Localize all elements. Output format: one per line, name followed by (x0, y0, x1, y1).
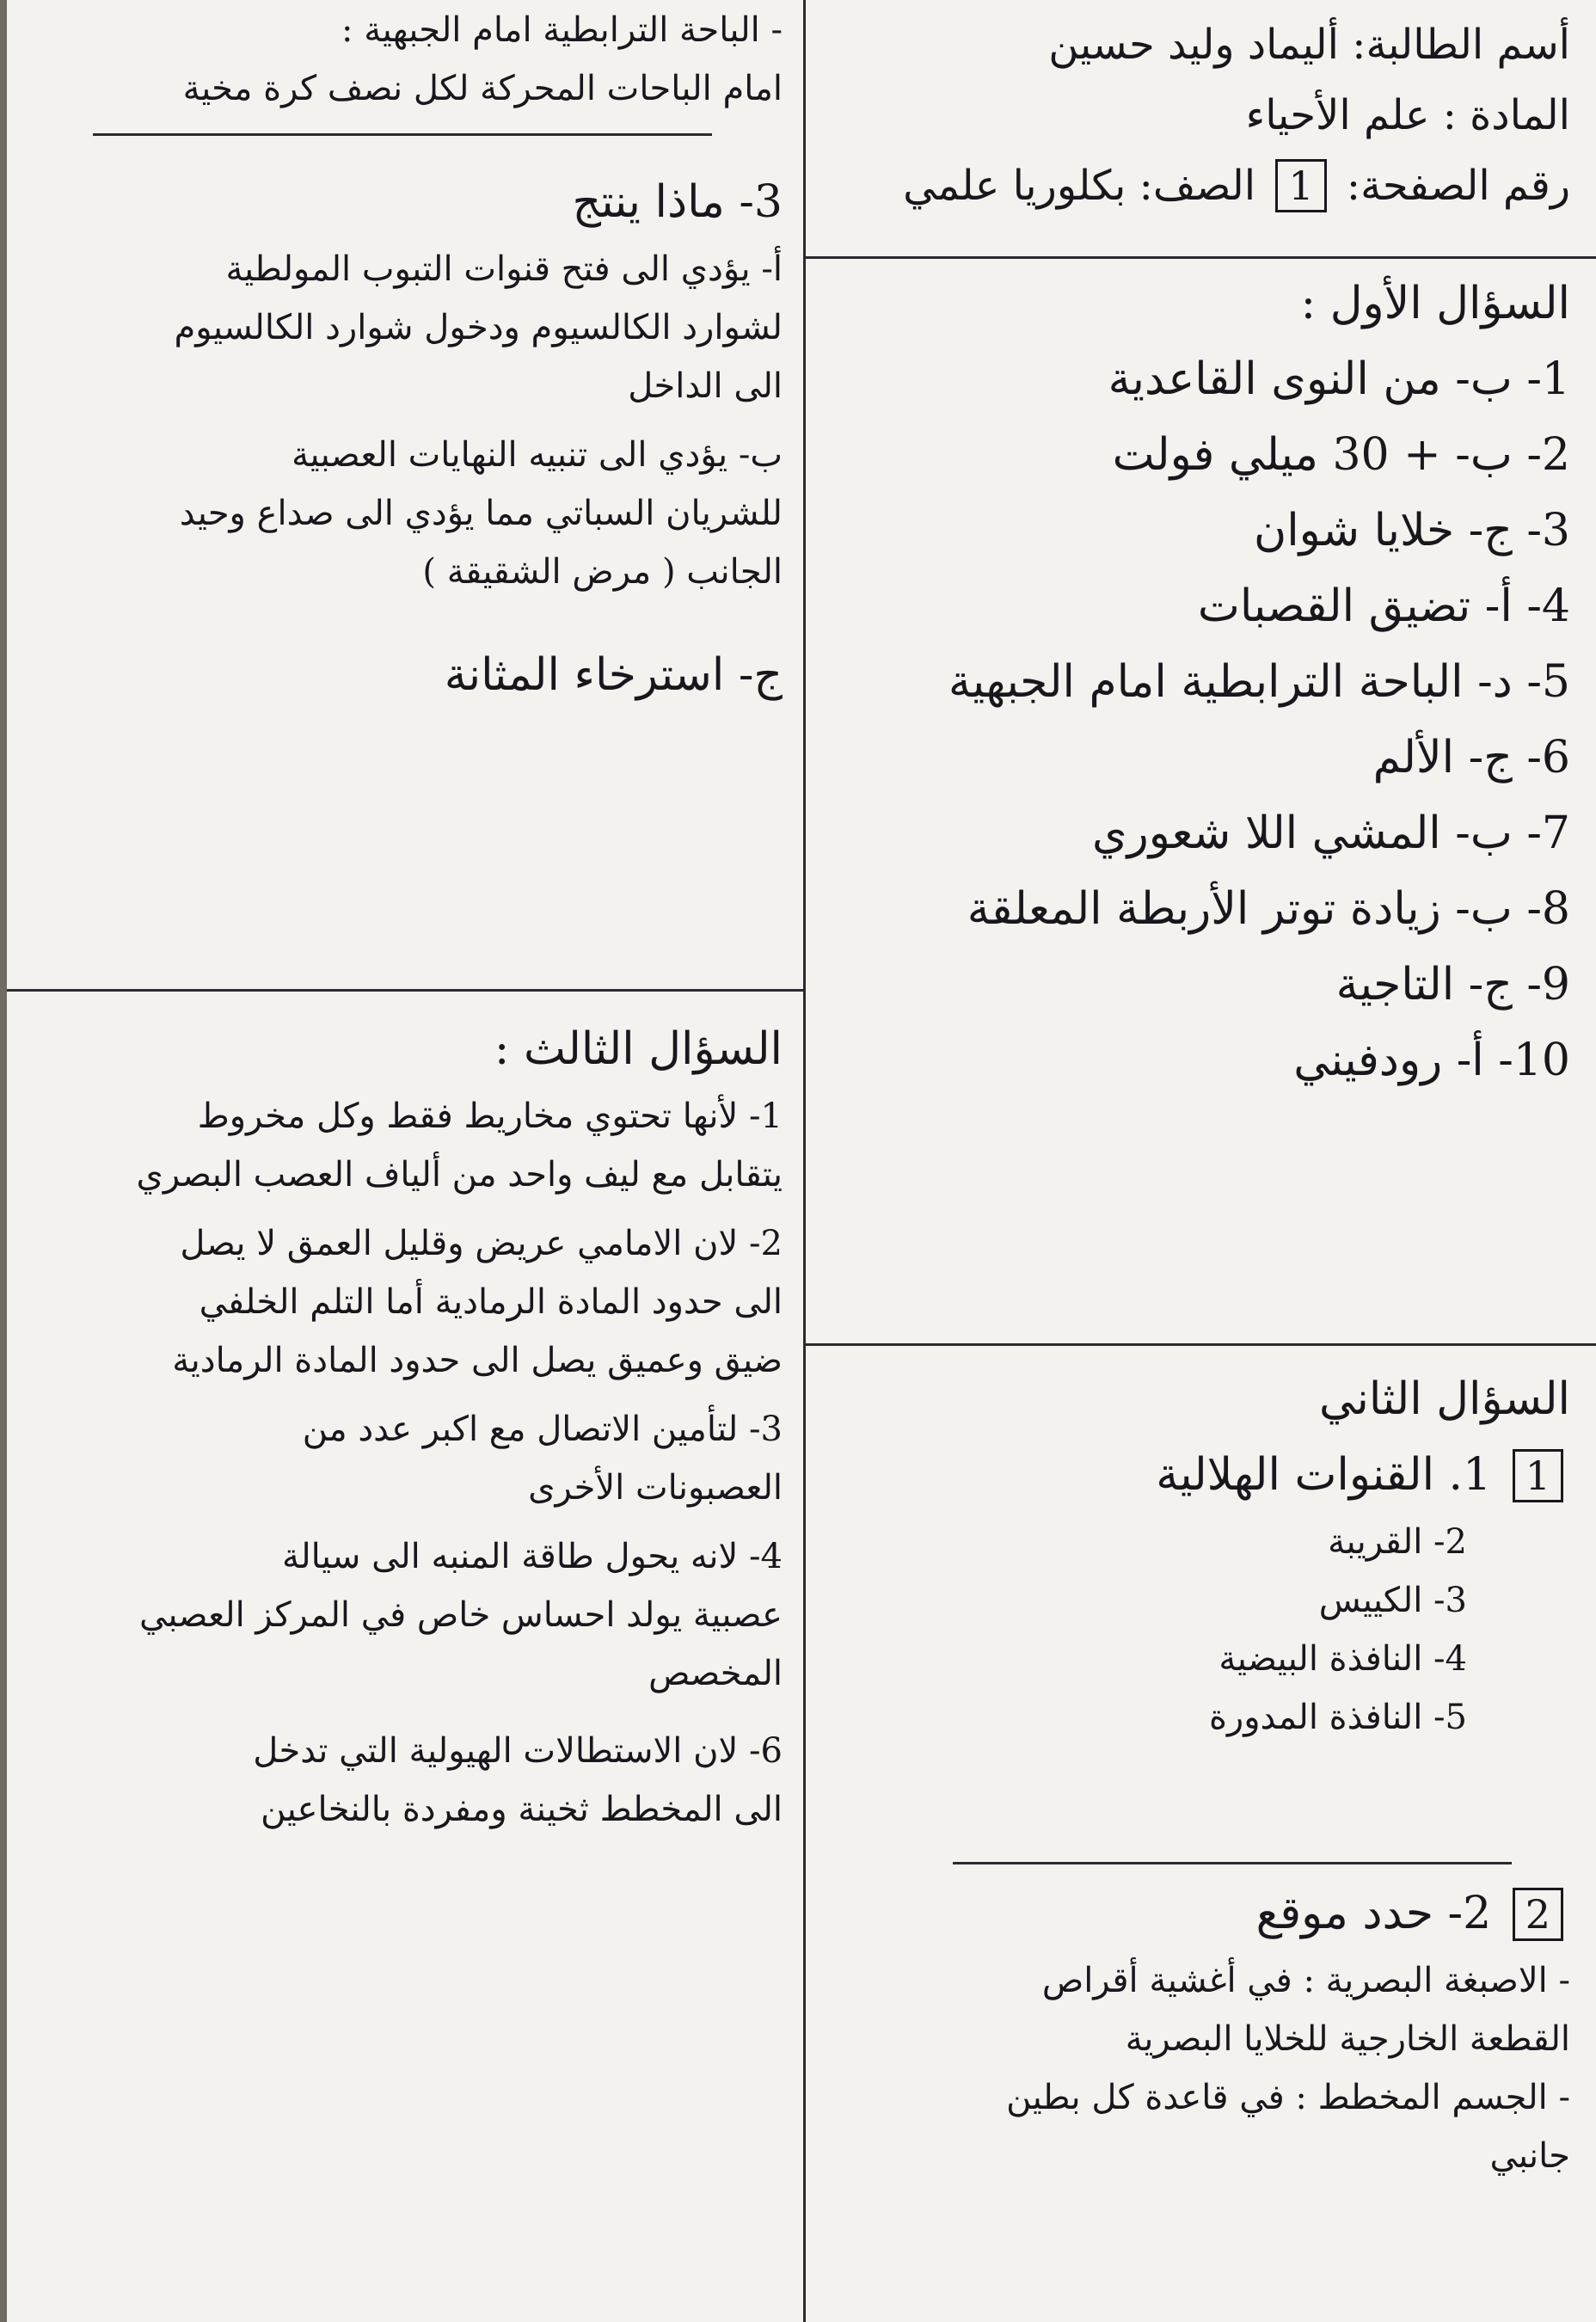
produce-line: الجانب ( مرض الشقيقة ) (422, 552, 783, 592)
left-top-underline (93, 133, 712, 136)
header-separator (806, 256, 1596, 259)
q1-answer: 2- ب- + 30 ميلي فولت (1112, 429, 1570, 481)
q2-part1-first (813, 1445, 1570, 1505)
produce-title: 3- ماذا ينتج (572, 176, 783, 228)
q3-line: 3- لتأمين الاتصال مع اكبر عدد من (302, 1410, 783, 1449)
q2-sub-heading: 2- حدد موقع (1255, 1888, 1492, 1939)
q3-line: المخصص (648, 1654, 783, 1693)
class-value: بكلوريا علمي (903, 162, 1126, 210)
q2-answer: 5- النافذة المدورة (1208, 1698, 1467, 1737)
q2-answer: 3- الكييس (1318, 1581, 1467, 1620)
produce-line: لشوارد الكالسيوم ودخول شوارد الكالسيوم (174, 308, 783, 347)
subject-value: علم الأحياء (1245, 91, 1430, 139)
q2-answer: 4- النافذة البيضية (1218, 1639, 1467, 1679)
q1-answer: 7- ب- المشي اللا شعوري (1091, 808, 1570, 859)
q3-line: عصبية يولد احساس خاص في المركز العصبي (139, 1595, 783, 1635)
q1-answer: 1- ب- من النوى القاعدية (1108, 353, 1570, 405)
q3-line: ضيق وعميق يصل الى حدود المادة الرمادية (172, 1341, 783, 1380)
page-class-line: رقم الصفحة: 1 الصف: بكلوريا علمي (813, 158, 1570, 213)
question-one (813, 273, 1570, 1106)
q3-line: 2- لان الامامي عريض وقليل العمق لا يصل (180, 1224, 783, 1263)
question-two-part2 (813, 1883, 1570, 2193)
q1-answer: 10- أ- رودفيني (1293, 1035, 1570, 1086)
continued-line: - الباحة الترابطية امام الجبهية : (341, 10, 783, 50)
q2-location-line: - الجسم المخطط : في قاعدة كل بطين (1006, 2078, 1570, 2117)
left-top-block (26, 9, 783, 126)
q2-location-line: جانبي (1489, 2136, 1570, 2176)
part-number-box: 2 (1513, 1888, 1563, 1941)
q2-answer: 2- القريبة (1328, 1522, 1467, 1562)
question-one-title: السؤال الأول : (1300, 278, 1570, 329)
q1-answer: 4- أ- تضيق القصبات (1197, 580, 1570, 632)
q3-line: الى حدود المادة الرمادية أما التلم الخلفي (199, 1282, 783, 1322)
q1-answer: 9- ج- التاجية (1335, 959, 1570, 1010)
q1-answer: 8- ب- زيادة توتر الأربطة المعلقة (967, 883, 1570, 935)
question-three-title: السؤال الثالث : (494, 1023, 783, 1075)
q2-location-line: - الاصبغة البصرية : في أغشية أقراص (1041, 1961, 1570, 2000)
q3-line: يتقابل مع ليف واحد من ألياف العصب البصري (136, 1155, 783, 1195)
q2-part2-heading (813, 1883, 1570, 1944)
left-mid-separator (7, 989, 803, 992)
answer-sheet (7, 0, 1596, 2322)
produce-line: ب- يؤدي الى تنبيه النهايات العصبية (292, 435, 783, 475)
student-label: أسم الطالبة (1366, 21, 1570, 69)
produce-line: الى الداخل (628, 366, 783, 406)
question-three (26, 1019, 783, 1846)
q1-answer: 6- ج- الألم (1372, 732, 1570, 783)
q3-line: الى المخطط ثخينة ومفردة بالنخاعين (261, 1790, 783, 1829)
page-number-box: 1 (1275, 159, 1326, 212)
q3-line: العصبونات الأخرى (528, 1468, 783, 1508)
q1-answer: 3- ج- خلايا شوان (1254, 505, 1570, 556)
q1-answer: 5- د- الباحة الترابطية امام الجبهية (948, 656, 1570, 708)
question-two-title: السؤال الثاني (1319, 1373, 1570, 1425)
produce-line: ج- استرخاء المثانة (444, 649, 783, 701)
q3-line: 6- لان الاستطالات الهيولية التي تدخل (253, 1731, 783, 1771)
question-one-separator (806, 1343, 1596, 1346)
continued-line: امام الباحات المحركة لكل نصف كرة مخية (182, 69, 783, 108)
student-name-line: أسم الطالبة: أليماد وليد حسين (1048, 21, 1570, 69)
page-label: رقم الصفحة (1360, 162, 1570, 210)
produce-line: للشريان السباتي مما يؤدي الى صداع وحيد (179, 494, 783, 533)
q3-line: 1- لأنها تحتوي مخاريط فقط وكل مخروط (197, 1096, 783, 1136)
q3-line: 4- لانه يحول طاقة المنبه الى سيالة (282, 1537, 783, 1576)
question-produce (26, 172, 783, 721)
header-block (813, 17, 1570, 229)
question-two (813, 1369, 1570, 1754)
subject-label: المادة (1470, 91, 1570, 139)
column-divider (803, 0, 806, 2322)
produce-line: أ- يؤدي الى فتح قنوات التبوب المولطية (225, 249, 783, 289)
q2-part-separator (953, 1862, 1512, 1864)
subject-line: المادة : علم الأحياء (1245, 91, 1570, 139)
q2-location-line: القطعة الخارجية للخلايا البصرية (1125, 2019, 1570, 2059)
part-number-box: 1 (1513, 1449, 1563, 1502)
student-name: أليماد وليد حسين (1048, 21, 1339, 69)
q2-answer: 1. القنوات الهلالية (1156, 1449, 1492, 1501)
class-label: الصف (1152, 162, 1256, 210)
